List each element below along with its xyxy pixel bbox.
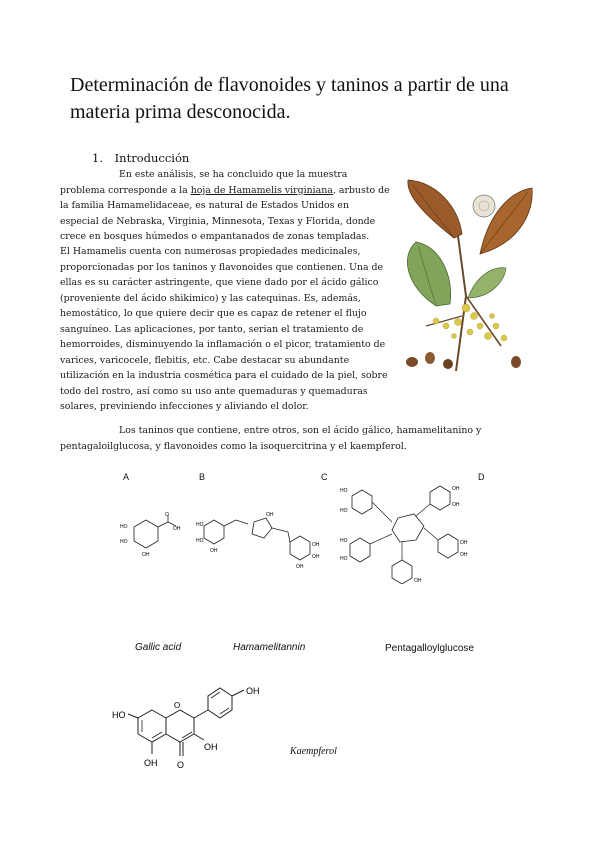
ham-ho-1: HO	[196, 522, 204, 528]
paragraph3-text: Los taninos que contiene, entre otros, son el ácido gálico, hamamelitanino y pentagaloilglucosa, y flavonoides como la isoquercitrina y el kaempferol.	[60, 425, 482, 452]
kaempferol-ho-left: HO	[112, 710, 126, 720]
paragraph1-before: En este análisis, se ha concluido que la muestra problema corresponde a la	[60, 169, 348, 196]
hamamelis-link[interactable]: hoja de Hamamelis virginiana	[190, 184, 333, 196]
kaempferol-oh-bottom: OH	[144, 758, 158, 768]
pg-oh-5: OH	[414, 578, 422, 584]
ham-oh-2: OH	[266, 512, 274, 518]
pg-oh-3: OH	[460, 540, 468, 546]
ham-oh-4: OH	[312, 554, 320, 560]
pg-oh-2: OH	[452, 502, 460, 508]
ham-ho-2: HO	[196, 538, 204, 544]
pg-ho-2: HO	[340, 508, 348, 514]
caption-gallic-acid: Gallic acid	[135, 642, 182, 653]
kaempferol-label: Kaempferol	[290, 746, 337, 757]
gallic-ho-2: HO	[120, 539, 128, 545]
section-title: Introducción	[114, 151, 190, 165]
ham-oh-5: OH	[296, 564, 304, 570]
pentagalloylglucose-structure	[340, 478, 470, 584]
gallic-oh-label: OH	[173, 526, 181, 532]
caption-hamamelitannin: Hamamelitannin	[233, 642, 306, 653]
intro-paragraph-3	[60, 423, 500, 454]
kaempferol-oh-right: OH	[204, 742, 218, 752]
kaempferol-oh-top: OH	[246, 686, 260, 696]
paragraph1-after: , arbusto de la familia Hamamelidaceae, es natural de Estados Unidos en especial de Nebraska, Virginia, Minnesota, Texas y Florida, donde crece en bosques húmedos o empantanados de zonas templadas.	[60, 184, 390, 242]
pg-ho-3: HO	[340, 538, 348, 544]
pg-ho-1: HO	[340, 488, 348, 494]
intro-paragraph-2: El Hamamelis cuenta con numerosas propiedades medicinales, proporcionadas por los taninos y flavonoides que contienen. Una de ellas es su carácter astringente, que viene dado por el ácido gálico (proveniente del ácido shikimico) y las catequinas. Es, además, hemostático, lo que quiere decir que es capaz de retener el flujo sanguíneo. Las aplicaciones, por tanto, serian el tratamiento de hemorroides, disminuyendo la inflamación o el picor, tratamiento de varices, varicocele, flebitis, etc. Cabe destacar su abundante utilización en la industria cosmética para el cuidado de la piel, sobre todo del rostro, así como su uso ante quemaduras y quemaduras solares, previniendo infecciones y aliviando el dolor.	[60, 246, 388, 412]
figure-letter-b: B	[199, 472, 206, 482]
pg-oh-1: OH	[452, 486, 460, 492]
gallic-ho-1: HO	[120, 524, 128, 530]
section-heading	[92, 151, 189, 165]
ham-oh-3: OH	[312, 542, 320, 548]
figure-letter-d: D	[478, 472, 485, 482]
gallic-acid-structure	[118, 512, 188, 558]
gallic-oh-bottom: OH	[142, 552, 150, 558]
hamamelitannin-structure	[196, 506, 334, 570]
hamamelis-plant-illustration	[396, 176, 534, 376]
intro-paragraph-1	[60, 167, 390, 245]
kaempferol-carbonyl-o: O	[177, 760, 185, 770]
figure-letter-c: C	[321, 472, 328, 482]
figure-letter-a: A	[123, 472, 130, 482]
kaempferol-structure	[112, 684, 272, 774]
document-title: Determinación de flavonoides y taninos a partir de una materia prima desconocida.	[70, 74, 509, 123]
kaempferol-ring-o: O	[174, 701, 181, 710]
caption-pentagalloylglucose: Pentagalloylglucose	[385, 643, 474, 654]
pg-ho-4: HO	[340, 556, 348, 562]
section-number: 1.	[92, 151, 103, 165]
pg-oh-4: OH	[460, 552, 468, 558]
ham-oh-1: OH	[210, 548, 218, 554]
gallic-o-label: O	[165, 512, 169, 518]
